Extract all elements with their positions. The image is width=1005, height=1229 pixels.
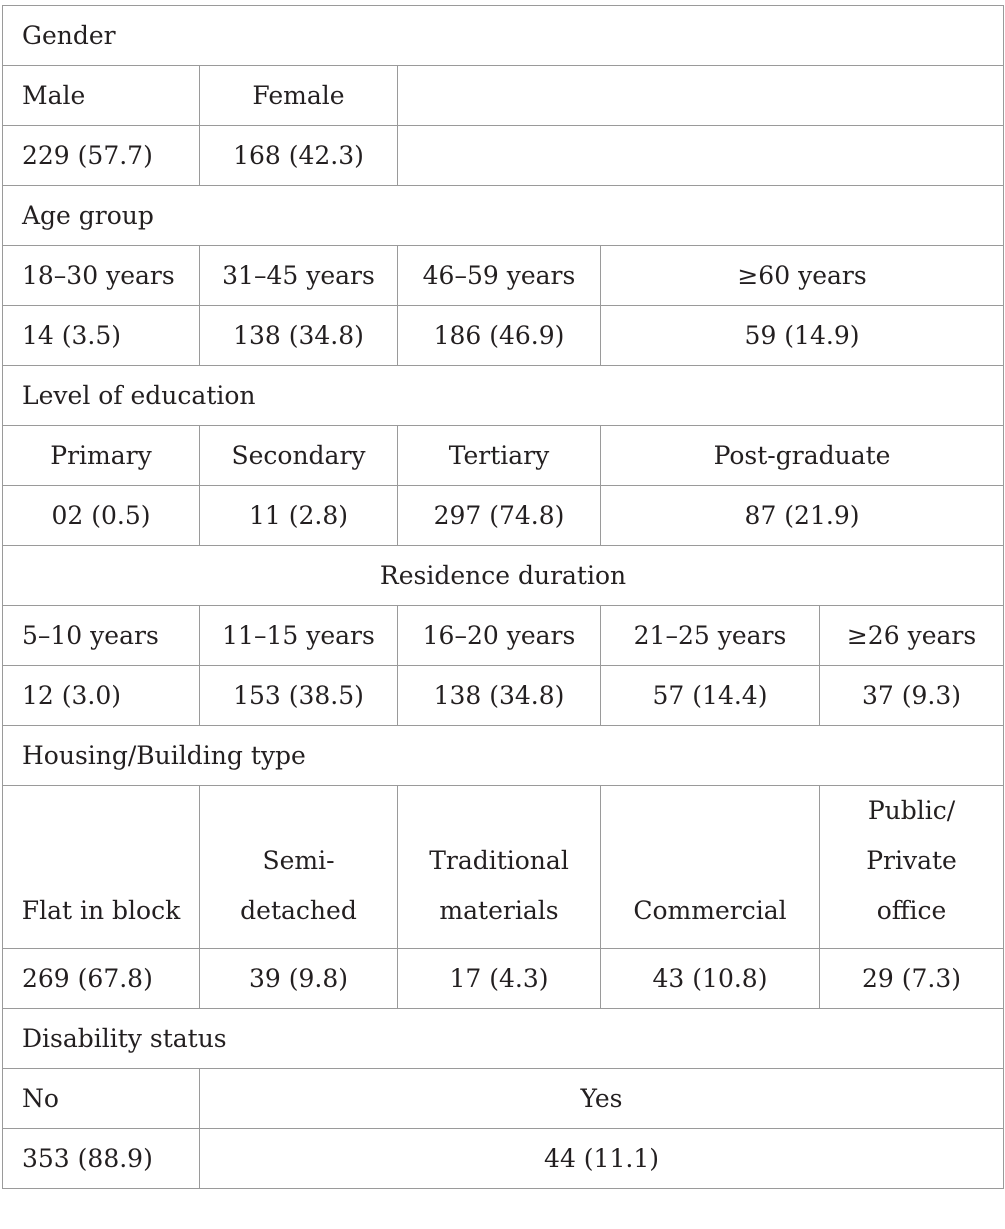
- residence-header-26-plus: ≥26 years: [820, 606, 1004, 666]
- age-value-row: [3, 306, 1004, 366]
- gender-title: Gender: [3, 6, 1004, 66]
- housing-header-traditional: [398, 786, 601, 949]
- housing-header-flat: [3, 786, 200, 949]
- residence-header-21-25: 21–25 years: [601, 606, 820, 666]
- age-value-60-plus: 59 (14.9): [601, 306, 1004, 366]
- age-value-31-45: 138 (34.8): [200, 306, 398, 366]
- residence-header-row: [3, 606, 1004, 666]
- gender-value-female: 168 (42.3): [200, 126, 398, 186]
- education-header-post-graduate: Post-graduate: [601, 426, 1004, 486]
- empty-cell: [398, 126, 1004, 186]
- education-value-row: [3, 486, 1004, 546]
- residence-value-row: [3, 666, 1004, 726]
- header-line: Flat in block: [21, 896, 181, 925]
- disability-value-no: 353 (88.9): [3, 1129, 200, 1189]
- disability-title: Disability status: [3, 1009, 1004, 1069]
- housing-title-row: [3, 726, 1004, 786]
- age-header-46-59: 46–59 years: [398, 246, 601, 306]
- header-line: Private: [866, 846, 957, 875]
- gender-value-row: [3, 126, 1004, 186]
- education-header-row: [3, 426, 1004, 486]
- age-header-row: [3, 246, 1004, 306]
- education-value-post-graduate: 87 (21.9): [601, 486, 1004, 546]
- housing-title: Housing/Building type: [3, 726, 1004, 786]
- education-value-tertiary: 297 (74.8): [398, 486, 601, 546]
- residence-title: Residence duration: [3, 546, 1004, 606]
- housing-value-row: [3, 949, 1004, 1009]
- header-line: materials: [439, 896, 559, 925]
- header-line: Commercial: [633, 896, 787, 925]
- header-line: Semi-: [262, 846, 335, 875]
- age-header-18-30: 18–30 years: [3, 246, 200, 306]
- housing-value-traditional: 17 (4.3): [398, 949, 601, 1009]
- education-header-secondary: Secondary: [200, 426, 398, 486]
- disability-header-row: [3, 1069, 1004, 1129]
- education-title-row: [3, 366, 1004, 426]
- housing-header-commercial: [601, 786, 820, 949]
- residence-value-26-plus: 37 (9.3): [820, 666, 1004, 726]
- housing-value-semi-detached: 39 (9.8): [200, 949, 398, 1009]
- housing-header-public-private: [820, 786, 1004, 949]
- residence-value-11-15: 153 (38.5): [200, 666, 398, 726]
- disability-header-yes: Yes: [200, 1069, 1004, 1129]
- disability-value-yes: 44 (11.1): [200, 1129, 1004, 1189]
- header-line: detached: [240, 896, 357, 925]
- housing-value-commercial: 43 (10.8): [601, 949, 820, 1009]
- age-value-46-59: 186 (46.9): [398, 306, 601, 366]
- gender-header-female: Female: [200, 66, 398, 126]
- residence-value-21-25: 57 (14.4): [601, 666, 820, 726]
- residence-header-11-15: 11–15 years: [200, 606, 398, 666]
- age-value-18-30: 14 (3.5): [3, 306, 200, 366]
- disability-value-row: [3, 1129, 1004, 1189]
- gender-value-male: 229 (57.7): [3, 126, 200, 186]
- education-header-primary: Primary: [3, 426, 200, 486]
- age-title-row: [3, 186, 1004, 246]
- disability-header-no: No: [3, 1069, 200, 1129]
- header-line: office: [876, 896, 947, 925]
- empty-cell: [398, 66, 1004, 126]
- residence-title-row: [3, 546, 1004, 606]
- residence-header-5-10: 5–10 years: [3, 606, 200, 666]
- demographics-table: [2, 5, 1004, 1189]
- housing-value-public-private: 29 (7.3): [820, 949, 1004, 1009]
- education-value-secondary: 11 (2.8): [200, 486, 398, 546]
- education-header-tertiary: Tertiary: [398, 426, 601, 486]
- education-value-primary: 02 (0.5): [3, 486, 200, 546]
- age-title: Age group: [3, 186, 1004, 246]
- residence-header-16-20: 16–20 years: [398, 606, 601, 666]
- education-title: Level of education: [3, 366, 1004, 426]
- header-line: Traditional: [429, 846, 569, 875]
- housing-header-row: [3, 786, 1004, 949]
- gender-header-male: Male: [3, 66, 200, 126]
- gender-title-row: [3, 6, 1004, 66]
- gender-header-row: [3, 66, 1004, 126]
- housing-header-semi-detached: [200, 786, 398, 949]
- header-line: Public/: [867, 796, 956, 825]
- disability-title-row: [3, 1009, 1004, 1069]
- age-header-60-plus: ≥60 years: [601, 246, 1004, 306]
- residence-value-5-10: 12 (3.0): [3, 666, 200, 726]
- housing-value-flat: 269 (67.8): [3, 949, 200, 1009]
- residence-value-16-20: 138 (34.8): [398, 666, 601, 726]
- age-header-31-45: 31–45 years: [200, 246, 398, 306]
